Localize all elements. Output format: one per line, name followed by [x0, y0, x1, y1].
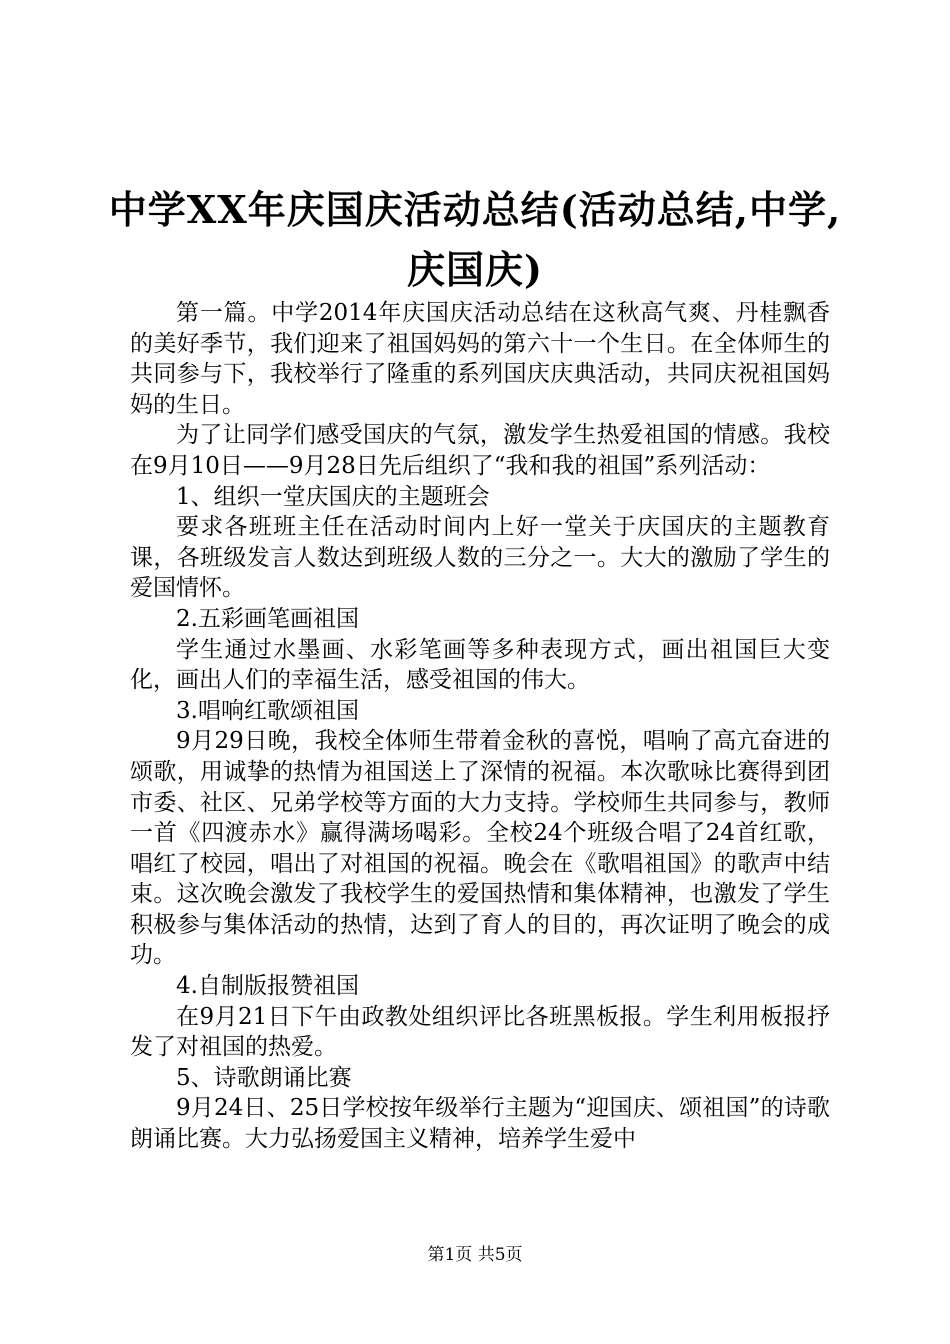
- paragraph-section-2: 学生通过水墨画、水彩笔画等多种表现方式，画出祖国巨大变化，画出人们的幸福生活，感受祖国的伟大。: [130, 636, 830, 694]
- section-heading-1: 1、组织一堂庆国庆的主题班会: [176, 483, 490, 510]
- section-heading-5: 5、诗歌朗诵比赛: [176, 1064, 352, 1091]
- section-heading-2: 2.五彩画笔画祖国: [176, 605, 359, 632]
- section-heading-4: 4.自制版报赞祖国: [176, 973, 359, 1000]
- paragraph-section-3: 9月29日晚，我校全体师生带着金秋的喜悦，唱响了高亢奋进的颂歌，用诚挚的热情为祖国送上了深情的祝福。本次歌咏比赛得到团市委、社区、兄弟学校等方面的大力支持。学校师生共同参与，教师一首《四渡赤水》赢得满场喝彩。全校24个班级合唱了24首红歌，唱红了校园，唱出了对祖国的祝福。晚会在《歌唱祖国》的歌声中结束。这次晚会激发了我校学生的爱国热情和集体精神，也激发了学生积极参与集体活动的热情，达到了育人的目的，再次证明了晚会的成功。: [130, 728, 830, 969]
- paragraph-section-1: 要求各班班主任在活动时间内上好一堂关于庆国庆的主题教育课，各班级发言人数达到班级人数的三分之一。大大的激励了学生的爱国情怀。: [130, 514, 830, 602]
- document-body: [130, 298, 830, 1155]
- paragraph-section-4: 在9月21日下午由政教处组织评比各班黑板报。学生利用板报抒发了对祖国的热爱。: [130, 1003, 830, 1061]
- document-title: 中学XX年庆国庆活动总结(活动总结,中学,庆国庆): [108, 187, 842, 292]
- paragraph-purpose: 为了让同学们感受国庆的气氛，激发学生热爱祖国的情感。我校在9月10日——9月28日先后组织了“我和我的祖国”系列活动：: [130, 422, 830, 479]
- paragraph-intro: 第一篇。中学2014年庆国庆活动总结在这秋高气爽、丹桂飘香的美好季节，我们迎来了祖国妈妈的第六十一个生日。在全体师生的共同参与下，我校举行了隆重的系列国庆庆典活动，共同庆祝祖国妈妈的生日。: [130, 300, 830, 418]
- section-heading-3: 3.唱响红歌颂祖国: [176, 697, 359, 724]
- page-footer: 第1页 共5页: [427, 1245, 523, 1265]
- paragraph-section-5: 9月24日、25日学校按年级举行主题为“迎国庆、颂祖国”的诗歌朗诵比赛。大力弘扬爱国主义精神，培养学生爱中: [130, 1095, 830, 1153]
